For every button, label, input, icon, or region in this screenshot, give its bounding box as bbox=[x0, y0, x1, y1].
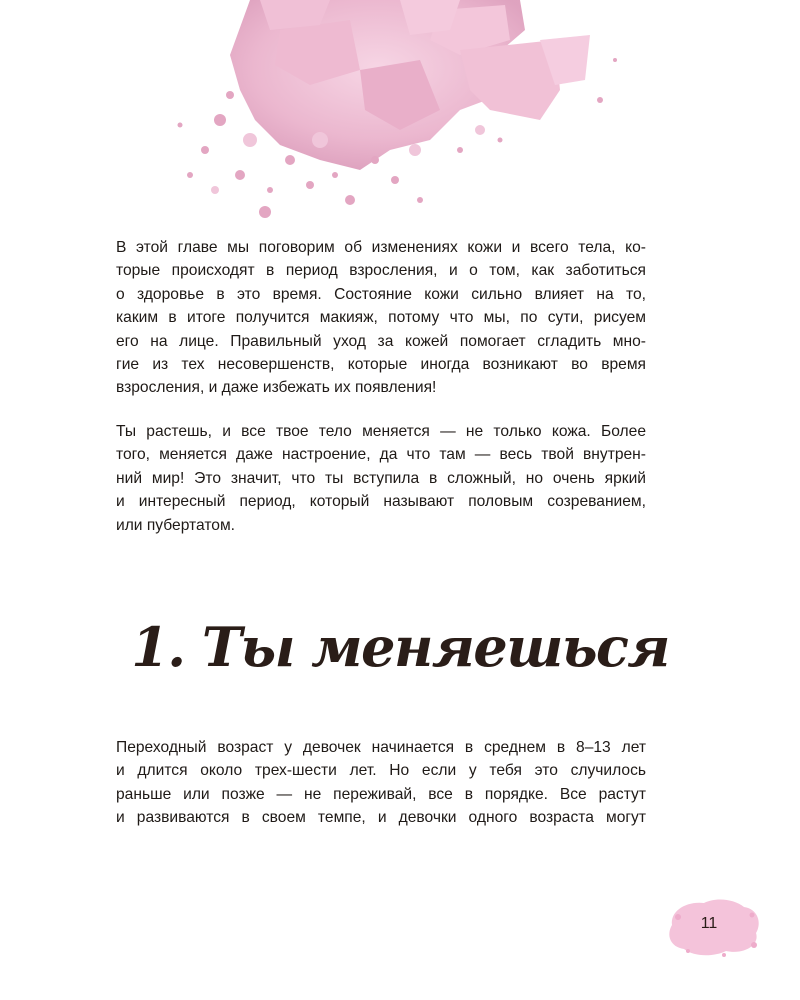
text-line: и развиваются в своем темпе, и девочки одного возраста могут bbox=[116, 809, 646, 827]
chapter-title: 1. Ты меняешься bbox=[131, 615, 669, 679]
text-line: В этой главе мы поговорим об изменениях кожи и всего тела, ко- bbox=[116, 239, 646, 256]
text-line: и интересный период, который называют половым созреванием, bbox=[116, 493, 646, 511]
text-line: взросления, и даже избежать их появления! bbox=[116, 379, 437, 397]
text-line: и длится около трех-шести лет. Но если у тебя это случилось bbox=[116, 762, 646, 780]
intro-paragraph-2 bbox=[116, 420, 646, 537]
text-line: о здоровье в это время. Состояние кожи сильно влияет на то, bbox=[116, 285, 646, 303]
crushed-powder-image bbox=[160, 0, 630, 230]
text-line: раньше или позже — не переживай, все в порядке. Все растут bbox=[116, 785, 646, 803]
text-line: Ты растешь, и все твое тело меняется — не только кожа. Более bbox=[116, 423, 646, 440]
text-line: торые происходят в период взросления, и о том, как заботиться bbox=[116, 262, 646, 280]
intro-paragraph-1 bbox=[116, 236, 646, 400]
body-paragraph-1 bbox=[116, 736, 646, 830]
page-number-badge bbox=[664, 895, 764, 959]
text-line: гие из тех несовершенств, которые иногда возникают во время bbox=[116, 356, 646, 374]
text-line: каким в итоге получится макияж, потому что мы, по сути, рисуем bbox=[116, 309, 646, 327]
text-line: Переходный возраст у девочек начинается в среднем в 8–13 лет bbox=[116, 739, 646, 756]
text-line: того, меняется даже настроение, да что там — весь твой внутрен- bbox=[116, 446, 646, 464]
text-line: ний мир! Это значит, что ты вступила в сложный, но очень яркий bbox=[116, 469, 646, 487]
page-number: 11 bbox=[700, 915, 718, 932]
text-line: или пубертатом. bbox=[116, 516, 236, 534]
text-line: его на лице. Правильный уход за кожей помогает сгладить мно- bbox=[116, 332, 646, 350]
